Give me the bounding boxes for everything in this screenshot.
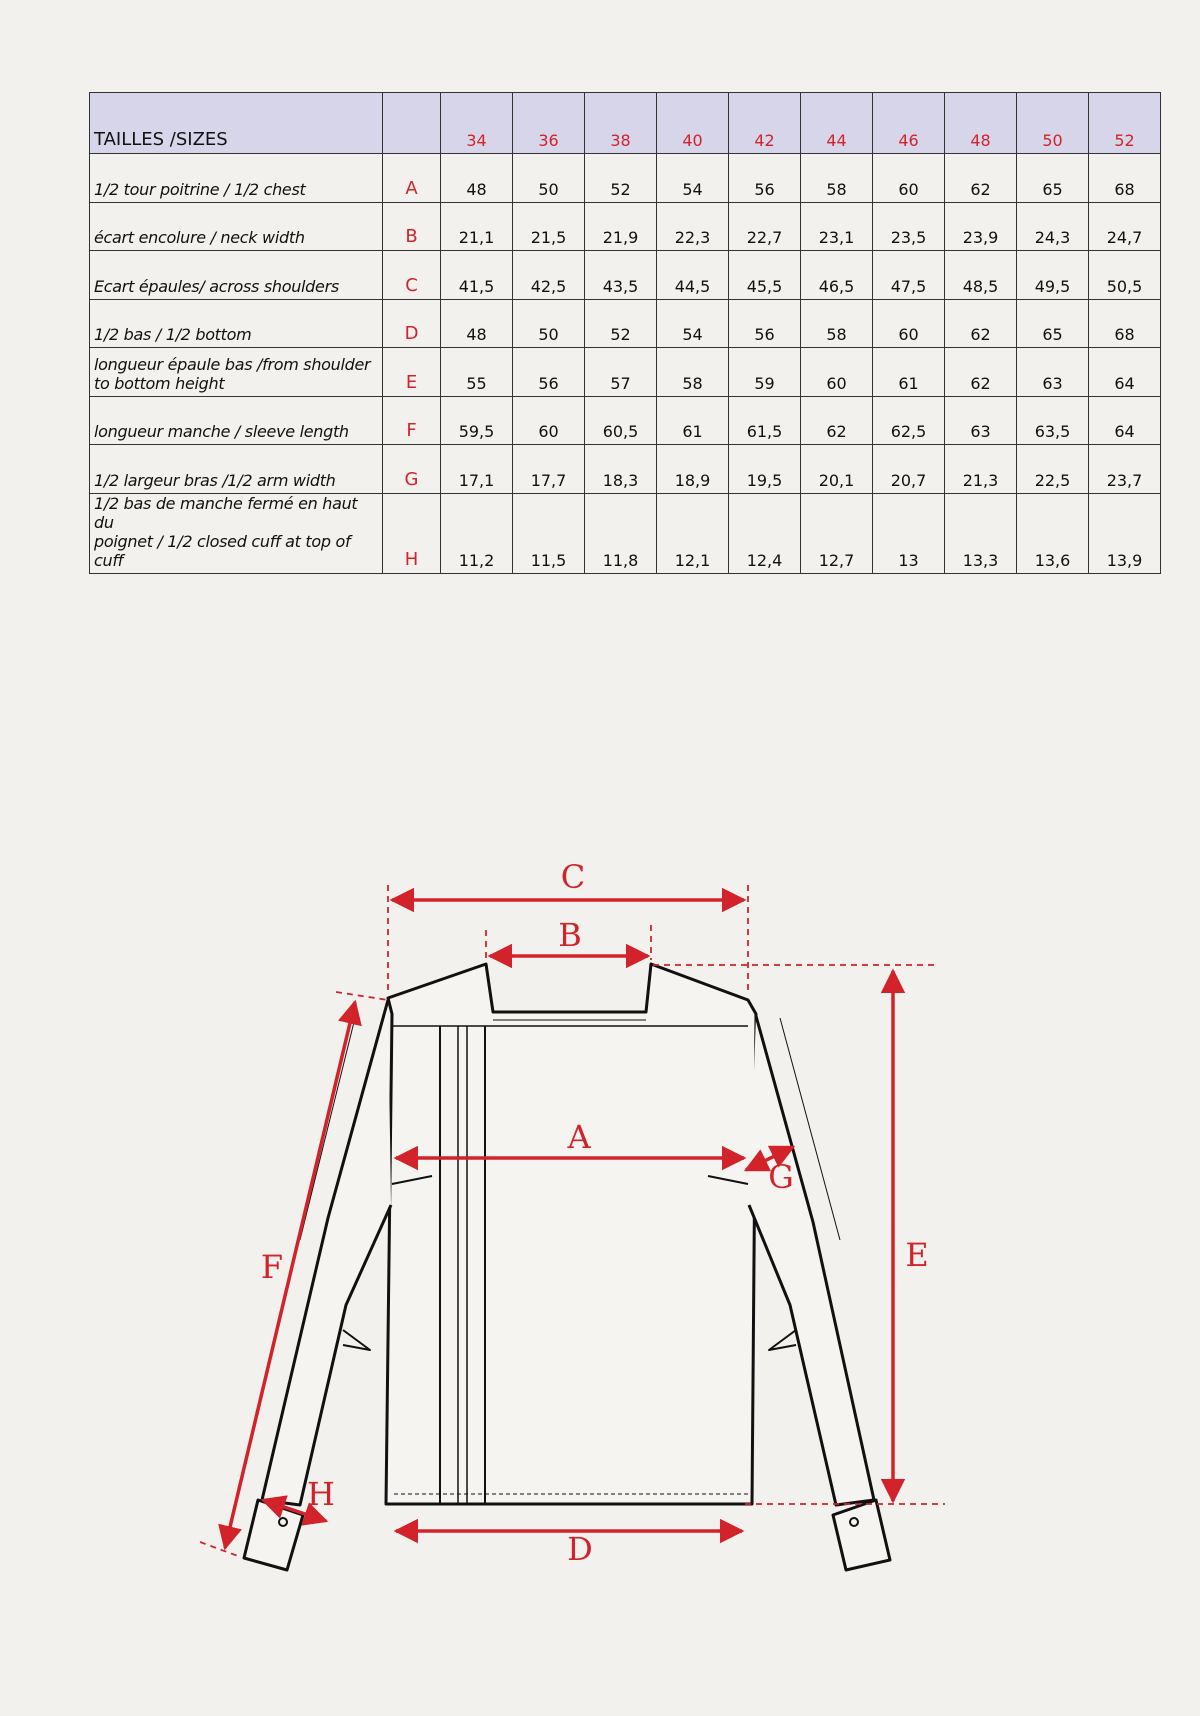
measurement-value: 23,9 — [945, 202, 1017, 251]
measurement-value: 23,5 — [873, 202, 945, 251]
measurement-value: 60 — [801, 348, 873, 397]
measurement-value: 21,9 — [585, 202, 657, 251]
measurement-value: 20,1 — [801, 445, 873, 494]
measurement-value: 68 — [1089, 299, 1161, 348]
measurement-value: 60 — [873, 154, 945, 203]
measurement-value: 22,3 — [657, 202, 729, 251]
measurement-value: 21,1 — [441, 202, 513, 251]
measurement-value: 62 — [945, 348, 1017, 397]
measurement-value: 18,9 — [657, 445, 729, 494]
right-sleeve — [749, 1016, 874, 1505]
size-header-34: 34 — [441, 93, 513, 154]
measurement-label-line: 1/2 bas / 1/2 bottom — [94, 325, 252, 344]
measurement-label-line: écart encolure / neck width — [94, 228, 305, 247]
label-c: C — [560, 858, 586, 896]
measurement-value: 55 — [441, 348, 513, 397]
measurement-value: 12,7 — [801, 493, 873, 573]
measurement-value: 18,3 — [585, 445, 657, 494]
measurement-value: 56 — [729, 154, 801, 203]
measurement-letter: F — [383, 396, 441, 445]
size-header-36: 36 — [513, 93, 585, 154]
measurement-label-line: 1/2 tour poitrine / 1/2 chest — [94, 179, 306, 199]
measurement-value: 21,5 — [513, 202, 585, 251]
measurement-value: 12,4 — [729, 493, 801, 573]
measurement-value: 61,5 — [729, 396, 801, 445]
size-header-52: 52 — [1089, 93, 1161, 154]
measurement-value: 13,6 — [1017, 493, 1089, 573]
measurement-label-line: 1/2 largeur bras /1/2 arm width — [94, 470, 336, 490]
measurement-value: 20,7 — [873, 445, 945, 494]
size-header-50: 50 — [1017, 93, 1089, 154]
measurement-value: 54 — [657, 299, 729, 348]
measurement-value: 62 — [801, 396, 873, 445]
measurement-value: 58 — [657, 348, 729, 397]
measurement-value: 44,5 — [657, 251, 729, 300]
measurement-value: 49,5 — [1017, 251, 1089, 300]
measurement-letter: A — [383, 154, 441, 203]
measurement-value: 61 — [873, 348, 945, 397]
measurement-value: 56 — [729, 299, 801, 348]
measurement-value: 54 — [657, 154, 729, 203]
measurement-value: 42,5 — [513, 251, 585, 300]
measurement-value: 62 — [945, 154, 1017, 203]
left-cuff-button — [279, 1518, 287, 1526]
measurement-value: 19,5 — [729, 445, 801, 494]
measurement-value: 64 — [1089, 396, 1161, 445]
label-b: B — [558, 916, 582, 954]
measurement-value: 50,5 — [1089, 251, 1161, 300]
measurement-value: 50 — [513, 154, 585, 203]
measurement-value: 58 — [801, 299, 873, 348]
measurement-value: 11,5 — [513, 493, 585, 573]
measurement-value: 56 — [513, 348, 585, 397]
measurement-value: 17,7 — [513, 445, 585, 494]
size-header-46: 46 — [873, 93, 945, 154]
measurement-letter: H — [383, 493, 441, 573]
measurement-label-line: longueur épaule bas /from shoulder — [94, 354, 371, 374]
label-a: A — [567, 1118, 591, 1156]
right-cuff — [833, 1500, 890, 1570]
measurement-value: 48 — [441, 154, 513, 203]
measurement-value: 52 — [585, 154, 657, 203]
measurement-value: 65 — [1017, 299, 1089, 348]
measurement-value: 61 — [657, 396, 729, 445]
label-f: F — [260, 1248, 284, 1286]
measurement-value: 22,5 — [1017, 445, 1089, 494]
measurement-value: 57 — [585, 348, 657, 397]
measurement-value: 63 — [945, 396, 1017, 445]
label-d: D — [567, 1530, 593, 1568]
measurement-value: 22,7 — [729, 202, 801, 251]
measurement-value: 24,7 — [1089, 202, 1161, 251]
measurement-value: 59,5 — [441, 396, 513, 445]
measurement-value: 64 — [1089, 348, 1161, 397]
measurement-letter: B — [383, 202, 441, 251]
measurement-letter: D — [383, 299, 441, 348]
size-header-42: 42 — [729, 93, 801, 154]
measurement-value: 13 — [873, 493, 945, 573]
measurement-label-line: longueur manche / sleeve length — [94, 422, 349, 441]
size-header-38: 38 — [585, 93, 657, 154]
measurement-letter: C — [383, 251, 441, 300]
measurement-value: 23,7 — [1089, 445, 1161, 494]
measurement-value: 58 — [801, 154, 873, 203]
measurement-value: 12,1 — [657, 493, 729, 573]
measurement-value: 68 — [1089, 154, 1161, 203]
measurement-value: 24,3 — [1017, 202, 1089, 251]
size-header-44: 44 — [801, 93, 873, 154]
measurement-letter: E — [383, 348, 441, 397]
measurement-letter: G — [383, 445, 441, 494]
label-h: H — [307, 1475, 335, 1513]
label-e: E — [905, 1236, 929, 1274]
left-sleeve-placket — [343, 1330, 370, 1350]
measurement-value: 23,1 — [801, 202, 873, 251]
right-cuff-button — [850, 1518, 858, 1526]
measurement-value: 60 — [873, 299, 945, 348]
measurement-value: 65 — [1017, 154, 1089, 203]
label-g: G — [768, 1158, 794, 1196]
measurement-value: 60,5 — [585, 396, 657, 445]
measurement-label-line: to bottom height — [94, 373, 225, 393]
size-header-48: 48 — [945, 93, 1017, 154]
table-title: TAILLES /SIZES — [90, 93, 383, 154]
measurement-value: 62 — [945, 299, 1017, 348]
measurement-value: 11,2 — [441, 493, 513, 573]
measurement-value: 47,5 — [873, 251, 945, 300]
measurement-label-line: 1/2 bas de manche fermé en haut du — [94, 493, 358, 532]
measurement-value: 46,5 — [801, 251, 873, 300]
collar — [486, 964, 651, 1012]
measurement-value: 60 — [513, 396, 585, 445]
measurement-value: 63 — [1017, 348, 1089, 397]
measurement-value: 48 — [441, 299, 513, 348]
measurement-value: 13,3 — [945, 493, 1017, 573]
measurement-value: 63,5 — [1017, 396, 1089, 445]
measurement-value: 11,8 — [585, 493, 657, 573]
measurement-value: 62,5 — [873, 396, 945, 445]
measurement-label-line: poignet / 1/2 closed cuff at top of cuff — [94, 531, 351, 570]
measurement-value: 45,5 — [729, 251, 801, 300]
size-header-40: 40 — [657, 93, 729, 154]
measurement-value: 48,5 — [945, 251, 1017, 300]
measurement-value: 17,1 — [441, 445, 513, 494]
measurement-value: 59 — [729, 348, 801, 397]
measurement-value: 52 — [585, 299, 657, 348]
measurement-value: 50 — [513, 299, 585, 348]
measurement-label-line: Ecart épaules/ across shoulders — [94, 276, 339, 296]
measurement-value: 41,5 — [441, 251, 513, 300]
measurement-value: 13,9 — [1089, 493, 1161, 573]
measurement-value: 21,3 — [945, 445, 1017, 494]
right-sleeve-placket — [769, 1330, 796, 1350]
measurement-value: 43,5 — [585, 251, 657, 300]
jacket-body — [386, 964, 756, 1504]
